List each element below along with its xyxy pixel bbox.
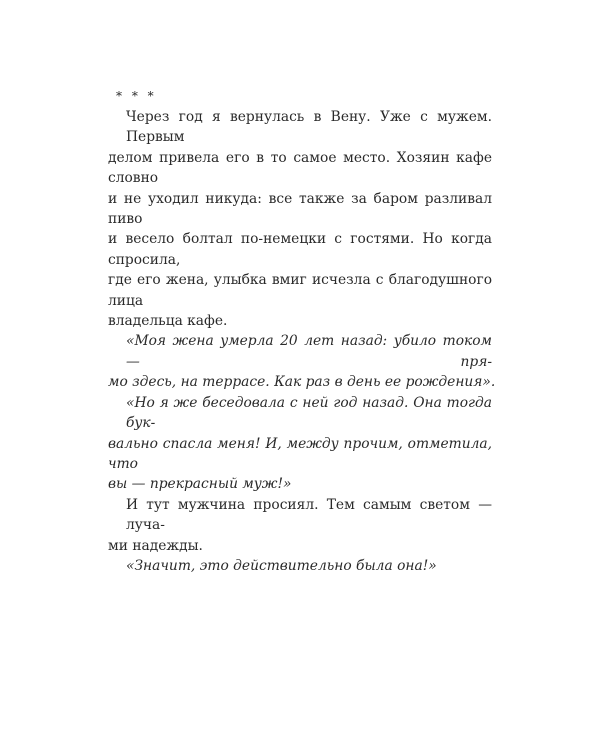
text-line: где его жена, улыбка вмиг исчезла с благодушного лица (108, 272, 492, 309)
paragraph (108, 556, 492, 576)
text-line: делом привела его в то самое место. Хозяин кафе словно (108, 149, 492, 187)
paragraph (108, 107, 492, 331)
text-line: владельца кафе. (108, 313, 228, 330)
text-line: И тут мужчина просиял. Тем самым светом — луча- (126, 496, 492, 534)
paragraphs (108, 107, 496, 576)
text-line: мо здесь, на террасе. Как раз в день ее рождения». (108, 374, 496, 391)
text-line: и весело болтал по-немецки с гостями. Но когда спросила, (108, 231, 492, 268)
section-separator: * * * (116, 89, 157, 103)
text-line: Через год я вернулась в Вену. Уже с мужем. Первым (126, 109, 492, 146)
text-line: «Значит, это действительно была она!» (126, 557, 437, 574)
text-line: вально спасла меня! И, между прочим, отметила, что (108, 435, 492, 472)
text-line: «Но я же беседовала с ней год назад. Она тогда бук- (126, 394, 492, 432)
text-line: и не уходил никуда: все также за баром разливал пиво (108, 190, 492, 228)
paragraph (108, 331, 496, 392)
text-line: «Моя жена умерла 20 лет назад: убило током — пря- (126, 333, 492, 370)
text-line: вы — прекрасный муж!» (108, 476, 292, 493)
paragraph (108, 495, 492, 556)
paragraph (108, 393, 492, 495)
text-block (108, 86, 496, 576)
text-line: ми надежды. (108, 537, 203, 554)
